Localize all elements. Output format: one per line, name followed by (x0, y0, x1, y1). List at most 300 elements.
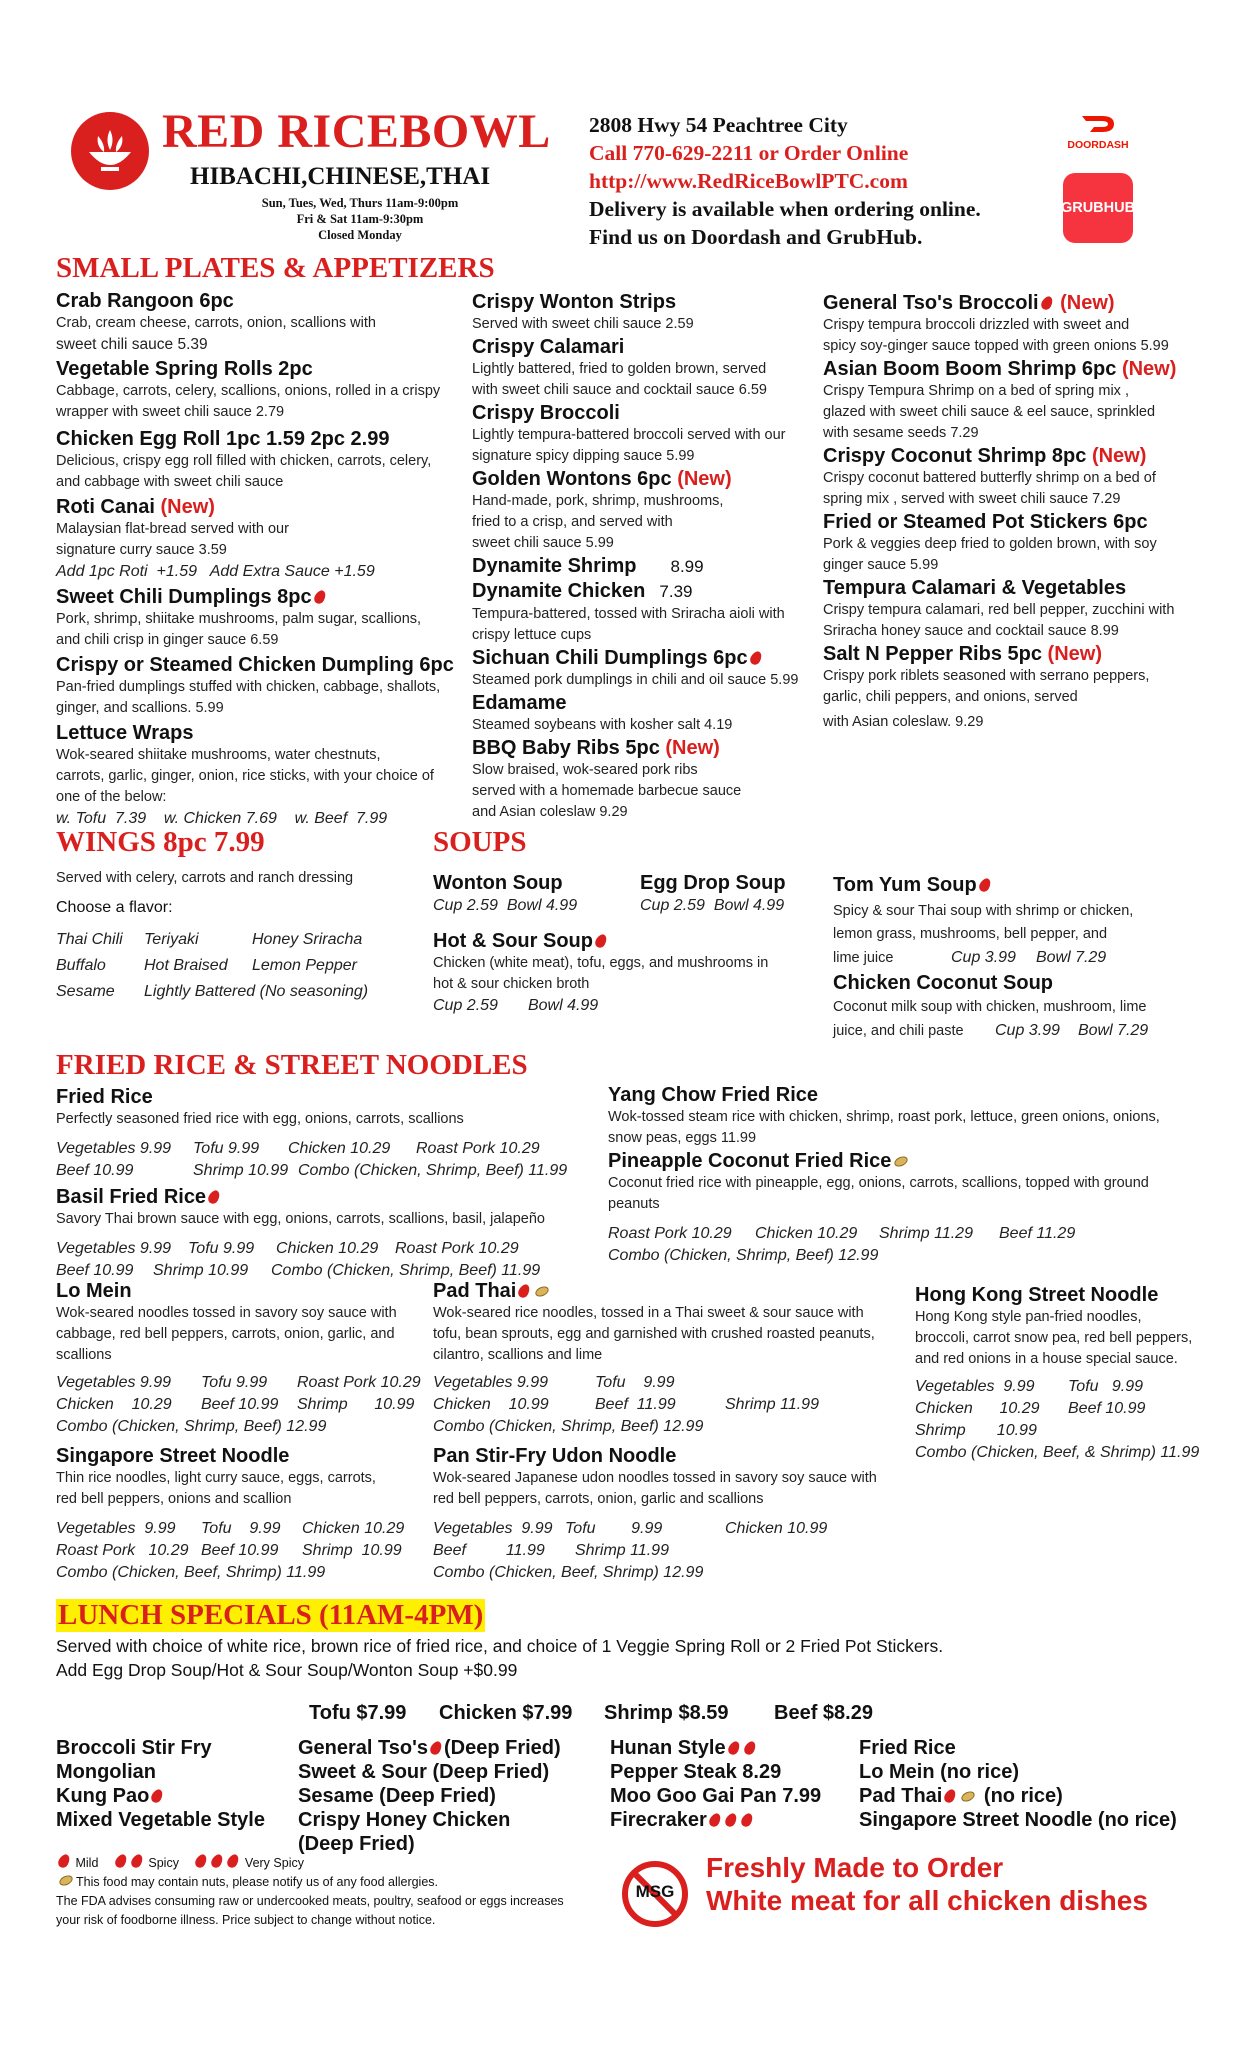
grubhub-label: GRUBHUB (1060, 200, 1136, 216)
item-chicken-dumpling: Crispy or Steamed Chicken Dumpling 6pc (56, 654, 454, 676)
item-name (56, 1185, 616, 1209)
doordash-icon (1080, 112, 1116, 134)
price-row (56, 1138, 616, 1160)
soup-name: Wonton Soup (433, 872, 563, 894)
price: Vegetables 9.99 (915, 1378, 1035, 1395)
price: Beef 10.99 (56, 1162, 134, 1179)
price: Chicken 10.29 (755, 1225, 858, 1242)
item-desc: wrapper with sweet chili sauce 2.79 (56, 404, 285, 420)
item-desc: tofu, bean sprouts, egg and garnished with crushed roasted peanuts, (433, 1326, 875, 1342)
item-desc: spicy soy-ginger sauce topped with green onions 5.99 (823, 338, 1169, 354)
item-desc: Sriracha honey sauce and cocktail sauce 8.99 (823, 623, 1119, 639)
legend (56, 1854, 564, 1930)
lunch-item: Sesame (Deep Fried) (298, 1785, 496, 1807)
soup-price (433, 995, 813, 1017)
price-row (433, 1540, 903, 1562)
flavor: Hot Braised (144, 957, 228, 974)
price: Shrimp 10.99 (297, 1396, 415, 1413)
price: Vegetables 9.99 (56, 1374, 172, 1391)
peanut-icon (960, 1789, 976, 1803)
section-wings: WINGS 8pc 7.99 (56, 826, 265, 858)
hours (240, 195, 480, 243)
item-name: Dynamite Shrimp (472, 555, 637, 577)
hours-line: Closed Monday (318, 228, 402, 242)
spice-legend (56, 1854, 564, 1873)
lunch-item: Mixed Vegetable Style (56, 1809, 265, 1831)
chili-icon (428, 1739, 443, 1756)
item-sichuan-dumplings (472, 646, 822, 670)
lunch-add: Add Egg Drop Soup/Hot & Sour Soup/Wonton Soup +$0.99 (56, 1660, 518, 1680)
item-desc: Slow braised, wok-seared pork ribs (472, 762, 698, 778)
item-pineapple-fried-rice (608, 1149, 1238, 1267)
chili-icon (1039, 294, 1054, 311)
section-lunch: LUNCH SPECIALS (11AM-4PM) (58, 1599, 484, 1631)
price-row (56, 1518, 446, 1540)
item-desc: glazed with sweet chili sauce & eel sauce, sprinkled (823, 404, 1156, 420)
price: Chicken 10.29 (56, 1396, 172, 1413)
soup-desc: Chicken (white meat), tofu, eggs, and mushrooms in (433, 955, 769, 971)
find-us: Find us on Doordash and GrubHub. (589, 225, 923, 249)
chili-icon (206, 1188, 221, 1205)
item-name-text: Basil Fried Rice (56, 1186, 207, 1208)
chili-icon (726, 1739, 741, 1756)
item-desc: Pork, shrimp, shiitake mushrooms, palm sugar, scallions, (56, 611, 422, 627)
restaurant-name: RED RICEBOWL (162, 105, 551, 158)
item-desc: Served with sweet chili sauce 2.59 (472, 316, 694, 332)
price: Beef 11.99 (433, 1542, 545, 1559)
price-row (915, 1398, 1235, 1420)
item-name: BBQ Baby Ribs 5pc (472, 737, 660, 759)
hours-line: Sun, Tues, Wed, Thurs 11am-9:00pm (261, 196, 459, 210)
new-badge: (New) (665, 737, 720, 759)
soup-desc: Spicy & sour Thai soup with shrimp or chicken, (833, 903, 1134, 919)
item-bbq-ribs (472, 736, 822, 760)
price: Shrimp 11.99 (575, 1542, 669, 1559)
item-desc: with Asian coleslaw. 9.29 (823, 714, 984, 730)
lunch-price: Tofu $7.99 (309, 1702, 407, 1724)
price: Shrimp 10.99 (193, 1162, 289, 1179)
contact-block (589, 111, 981, 251)
price: Beef 10.99 (201, 1542, 279, 1559)
lunch-item-text: (Deep Fried) (444, 1737, 561, 1759)
flavor: Lemon Pepper (252, 957, 357, 974)
apps-col-1 (56, 289, 476, 830)
item-desc: sweet chili sauce 5.39 (56, 336, 208, 353)
item-name: Yang Chow Fried Rice (608, 1084, 819, 1106)
price-row (56, 1160, 616, 1182)
price: Vegetables 9.99 (56, 1240, 172, 1257)
peanut-icon (893, 1154, 909, 1168)
fda-notice: your risk of foodborne illness. Price subject to change without notice. (56, 1913, 436, 1927)
soup-hot-sour (433, 929, 813, 1017)
item-desc: with sweet chili sauce and cocktail sauce 6.59 (472, 382, 767, 398)
item-yang-chow (608, 1083, 1238, 1149)
item-fried-rice (56, 1085, 616, 1182)
wings-block (56, 868, 436, 1003)
price: Tofu 9.99 (201, 1520, 281, 1537)
lunch-item (859, 1784, 1177, 1808)
item-price: 8.99 (670, 557, 704, 576)
price: Tofu 9.99 (193, 1140, 260, 1157)
price: Chicken 10.29 (276, 1240, 379, 1257)
section-small-plates: SMALL PLATES & APPETIZERS (56, 252, 495, 284)
item-desc: Crab, cream cheese, carrots, onion, scallions with (56, 315, 376, 331)
price: Combo (Chicken, Shrimp, Beef) 12.99 (56, 1418, 327, 1435)
item-name: Hong Kong Street Noodle (915, 1284, 1159, 1306)
doordash-logo[interactable] (1063, 112, 1133, 151)
price: Combo (Chicken, Beef, Shrimp) 12.99 (433, 1564, 704, 1581)
price: Chicken 10.29 (302, 1520, 405, 1537)
price-row (56, 1394, 446, 1416)
item-desc: red bell peppers, onions and scallion (56, 1491, 292, 1507)
lunch-price: Beef $8.29 (774, 1702, 873, 1724)
logo-bowl-icon (71, 112, 149, 190)
soup-name-text: Hot & Sour Soup (433, 930, 593, 952)
price: Combo (Chicken, Shrimp, Beef) 12.99 (608, 1247, 879, 1264)
price: Chicken 10.99 (433, 1396, 549, 1413)
item-crab-rangoon: Crab Rangoon 6pc (56, 290, 234, 312)
item-singapore-noodle (56, 1444, 446, 1584)
lunch-item-text: Kung Pao (56, 1785, 150, 1807)
grubhub-logo[interactable] (1060, 173, 1136, 243)
item-basil-fried-rice (56, 1185, 616, 1282)
price: Vegetables 9.99 (56, 1520, 176, 1537)
soup-name (433, 929, 813, 953)
price-row (915, 1376, 1235, 1398)
item-name: Roti Canai (56, 496, 155, 518)
item-desc: cilantro, scallions and lime (433, 1347, 603, 1363)
item-tempura-calamari: Tempura Calamari & Vegetables (823, 577, 1127, 599)
cup-price: Cup 2.59 (433, 897, 498, 914)
new-badge: (New) (1060, 292, 1115, 314)
lunch-item: Fried Rice (859, 1737, 956, 1759)
price: Tofu 9.99 (1068, 1378, 1144, 1395)
price-row (433, 1372, 903, 1394)
price-row (433, 1394, 903, 1416)
lunch-item: Singapore Street Noodle (no rice) (859, 1809, 1177, 1831)
item-pad-thai (433, 1279, 903, 1438)
item-chicken-egg-roll: Chicken Egg Roll 1pc 1.59 2pc 2.99 (56, 428, 390, 450)
chili-icon (517, 1282, 532, 1299)
cup-price: Cup 3.99 (951, 949, 1016, 966)
price: Vegetables 9.99 (433, 1520, 553, 1537)
cup-price: Cup 2.59 (433, 997, 498, 1014)
flavor: Sesame (56, 983, 115, 1000)
price: Roast Pork 10.29 (56, 1542, 189, 1559)
new-badge: (New) (677, 468, 732, 490)
item-name: Salt N Pepper Ribs 5pc (823, 643, 1042, 665)
chili-icon (113, 1852, 128, 1869)
doordash-label: DOORDASH (1067, 139, 1129, 151)
item-name: Golden Wontons 6pc (472, 468, 672, 490)
item-name-text: Pad Thai (433, 1280, 517, 1302)
soup-wonton (433, 871, 577, 917)
item-desc: Coconut fried rice with pineapple, egg, onions, carrots, scallions, topped with ground (608, 1175, 1149, 1191)
lunch-item-text: (no rice) (983, 1785, 1063, 1807)
price: Beef 10.99 (56, 1262, 134, 1279)
item-name: Fried Rice (56, 1086, 153, 1108)
price: Combo (Chicken, Shrimp, Beef) 12.99 (433, 1418, 704, 1435)
item-desc: Crispy tempura calamari, red bell pepper, zucchini with (823, 602, 1175, 618)
item-desc: Wok-tossed steam rice with chicken, shrimp, roast pork, lettuce, green onions, onions, (608, 1109, 1160, 1125)
item-name-text: Pineapple Coconut Fried Rice (608, 1150, 892, 1172)
item-hk-noodle (915, 1283, 1235, 1464)
item-desc: Wok-seared noodles tossed in savory soy sauce with (56, 1305, 397, 1321)
item-lettuce-wraps: Lettuce Wraps (56, 722, 194, 744)
phone[interactable]: Call 770-629-2211 or Order Online (589, 141, 909, 165)
soup-name: Egg Drop Soup (640, 872, 786, 894)
item-price: Add 1pc Roti +1.59 Add Extra Sauce +1.59 (56, 563, 375, 580)
lunch-item-text: Hunan Style (610, 1737, 726, 1759)
item-name: Sweet Chili Dumplings 8pc (56, 586, 312, 608)
lunch-item-text: Pad Thai (859, 1785, 943, 1807)
item-name: Crispy Coconut Shrimp 8pc (823, 445, 1087, 467)
price: Roast Pork 10.29 (395, 1240, 519, 1257)
soup-egg-drop (640, 871, 786, 917)
item-pot-stickers: Fried or Steamed Pot Stickers 6pc (823, 511, 1148, 533)
white-meat: White meat for all chicken dishes (706, 1885, 1148, 1916)
flavor: Lightly Battered (No seasoning) (144, 983, 369, 1000)
section-soups: SOUPS (433, 826, 527, 858)
new-badge: (New) (160, 496, 215, 518)
cup-price: Cup 3.99 (995, 1022, 1060, 1039)
msg-text: MSG (635, 1882, 675, 1901)
flavor: Thai Chili (56, 931, 123, 948)
cup-price: Cup 2.59 (640, 897, 705, 914)
price: Combo (Chicken, Beef, Shrimp) 11.99 (56, 1564, 326, 1581)
price: Beef 11.29 (999, 1225, 1076, 1242)
chili-icon (194, 1852, 209, 1869)
website-link[interactable]: http://www.RedRiceBowlPTC.com (589, 169, 908, 193)
item-desc: one of the below: (56, 789, 167, 805)
item-sweet-chili-dumplings (56, 585, 476, 609)
lunch-item (56, 1784, 265, 1808)
soup-price-row (833, 1020, 1213, 1042)
new-badge: (New) (1047, 643, 1102, 665)
legend-spicy: Spicy (148, 1856, 179, 1870)
chili-icon (226, 1852, 241, 1869)
item-desc: Crispy tempura broccoli drizzled with sweet and (823, 317, 1130, 333)
soup-desc: juice, and chili paste (833, 1023, 964, 1039)
item-desc: Wok-seared shiitake mushrooms, water chestnuts, (56, 747, 381, 763)
item-desc: fried to a crisp, and served with (472, 514, 673, 530)
new-badge: (New) (1091, 445, 1147, 467)
apps-col-2 (472, 290, 822, 823)
flavor: Honey Sriracha (252, 931, 363, 948)
price: Roast Pork 10.29 (297, 1374, 421, 1391)
item-desc: Wok-seared rice noodles, tossed in a Thai sweet & sour sauce with (433, 1305, 864, 1321)
price: Combo (Chicken, Beef, & Shrimp) 11.99 (915, 1444, 1200, 1461)
item-crispy-broccoli: Crispy Broccoli (472, 402, 620, 424)
price: Vegetables 9.99 (433, 1374, 549, 1391)
bowl-price: Bowl 4.99 (527, 997, 599, 1014)
lunch-item: Crispy Honey Chicken (298, 1809, 511, 1831)
bowl-price: Bowl 4.99 (506, 897, 578, 914)
price-row (56, 1238, 616, 1260)
soup-name-text: Tom Yum Soup (833, 874, 977, 896)
item-crispy-calamari: Crispy Calamari (472, 336, 625, 358)
new-badge: (New) (1121, 358, 1177, 380)
item-name: Lo Mein (56, 1280, 132, 1302)
peanut-icon (534, 1284, 550, 1298)
item-desc: Perfectly seasoned fried rice with egg, onions, carrots, scallions (56, 1111, 464, 1127)
soup-desc: lemon grass, mushrooms, bell pepper, and (833, 926, 1108, 942)
wings-choose: Choose a flavor: (56, 899, 173, 916)
chili-icon (150, 1787, 165, 1804)
item-desc: and Asian coleslaw 9.29 (472, 804, 628, 820)
legend-very-spicy: Very Spicy (244, 1856, 304, 1870)
delivery-note: Delivery is available when ordering online. (589, 197, 981, 221)
item-name: Sichuan Chili Dumplings 6pc (472, 647, 748, 669)
item-name: Dynamite Chicken (472, 580, 646, 602)
item-price: w. Tofu 7.39 w. Chicken 7.69 w. Beef 7.99 (56, 810, 388, 827)
lunch-item: Sweet & Sour (Deep Fried) (298, 1761, 550, 1783)
lunch-item-text: General Tso's (298, 1737, 428, 1759)
item-lo-mein (56, 1279, 446, 1438)
price: Roast Pork 10.29 (608, 1225, 732, 1242)
item-name: Asian Boom Boom Shrimp 6pc (823, 358, 1117, 380)
price-row (433, 1518, 903, 1540)
bowl-price: Bowl 7.29 (1077, 1022, 1149, 1039)
section-fried-rice: FRIED RICE & STREET NOODLES (56, 1049, 528, 1081)
price: Shrimp 10.99 (302, 1542, 402, 1559)
item-desc: Pork & veggies deep fried to golden brown, with soy (823, 536, 1157, 552)
item-desc: and red onions in a house special sauce. (915, 1351, 1178, 1367)
price: Beef 10.99 (1068, 1400, 1146, 1417)
item-desc: and cabbage with sweet chili sauce (56, 474, 284, 490)
price: Tofu 9.99 (188, 1240, 255, 1257)
chili-icon (56, 1852, 71, 1869)
lunch-col-4 (859, 1736, 1177, 1832)
price: Shrimp 10.99 (915, 1422, 1037, 1439)
freshly-made: Freshly Made to Order (706, 1852, 1004, 1883)
legend-mild: Mild (75, 1856, 99, 1870)
chili-icon (210, 1852, 225, 1869)
item-name: Singapore Street Noodle (56, 1445, 290, 1467)
item-name (433, 1279, 903, 1303)
flavor-row (56, 981, 436, 1003)
item-desc: peanuts (608, 1196, 660, 1212)
lunch-item: Mongolian (56, 1761, 156, 1783)
lunch-item: Pepper Steak 8.29 (610, 1761, 782, 1783)
price: Tofu 9.99 (565, 1520, 663, 1537)
item-desc: red bell peppers, carrots, onion, garlic and scallions (433, 1491, 764, 1507)
item-desc: carrots, garlic, ginger, onion, rice sticks, with your choice of (56, 768, 434, 784)
peanut-icon (58, 1873, 74, 1887)
item-salt-pepper-ribs (823, 642, 1223, 666)
hours-line: Fri & Sat 11am-9:30pm (296, 212, 424, 226)
item-desc: Delicious, crispy egg roll filled with chicken, carrots, celery, (56, 453, 432, 469)
lunch-price: Chicken $7.99 (439, 1702, 573, 1724)
item-gtso-broccoli (823, 291, 1223, 315)
item-desc: served with a homemade barbecue sauce (472, 783, 742, 799)
price: Combo (Chicken, Shrimp, Beef) 11.99 (271, 1262, 541, 1279)
wings-served: Served with celery, carrots and ranch dressing (56, 870, 354, 886)
item-desc: Steamed pork dumplings in chili and oil sauce 5.99 (472, 672, 799, 688)
lunch-item: Moo Goo Gai Pan 7.99 (610, 1785, 822, 1807)
lunch-prices (309, 1701, 873, 1725)
lunch-item: Lo Mein (no rice) (859, 1761, 1019, 1783)
nut-notice (56, 1873, 564, 1892)
chili-icon (943, 1787, 958, 1804)
lunch-served: Served with choice of white rice, brown rice of fried rice, and choice of 1 Veggie Spring Roll or 2 Fried Pot Stickers. (56, 1636, 944, 1656)
item-boom-boom-shrimp (823, 357, 1223, 381)
lunch-item: (Deep Fried) (298, 1833, 415, 1855)
price: Tofu 9.99 (201, 1374, 268, 1391)
chili-icon (739, 1811, 754, 1828)
item-roti-canai (56, 495, 476, 519)
soup-name (833, 873, 1213, 897)
price: Chicken 10.29 (288, 1140, 391, 1157)
chili-icon (593, 932, 608, 949)
item-desc: Hand-made, pork, shrimp, mushrooms, (472, 493, 724, 509)
item-desc: sweet chili sauce 5.99 (472, 535, 614, 551)
item-desc: signature spicy dipping sauce 5.99 (472, 448, 695, 464)
lunch-price: Shrimp $8.59 (604, 1702, 729, 1724)
item-desc: and chili crisp in ginger sauce 6.59 (56, 632, 279, 648)
soup-price-row (833, 947, 1213, 969)
lunch-col-3 (610, 1736, 821, 1832)
item-desc: broccoli, carrot snow pea, red bell peppers, (915, 1330, 1193, 1346)
fda-notice: The FDA advises consuming raw or undercooked meats, poultry, seafood or eggs increases (56, 1894, 564, 1908)
lunch-col-2 (298, 1736, 561, 1856)
soup-desc: Coconut milk soup with chicken, mushroom, lime (833, 999, 1147, 1015)
item-desc: crispy lettuce cups (472, 627, 592, 643)
item-udon-noodle (433, 1444, 903, 1584)
item-desc: snow peas, eggs 11.99 (608, 1130, 757, 1146)
flavor-row (56, 929, 436, 951)
lunch-item (610, 1736, 821, 1760)
item-desc: Tempura-battered, tossed with Sriracha aioli with (472, 606, 785, 622)
item-desc: Savory Thai brown sauce with egg, onions, carrots, scallions, basil, jalapeño (56, 1211, 545, 1227)
item-desc: with sesame seeds 7.29 (823, 425, 979, 441)
apps-col-3 (823, 291, 1223, 733)
item-golden-wontons (472, 467, 822, 491)
item-desc: ginger sauce 5.99 (823, 557, 939, 573)
lunch-item-text: Firecraker (610, 1809, 707, 1831)
item-desc: scallions (56, 1347, 112, 1363)
lunch-col-1 (56, 1736, 265, 1832)
price: Shrimp 11.29 (879, 1225, 973, 1242)
lunch-item (610, 1808, 821, 1832)
item-desc: Pan-fried dumplings stuffed with chicken, cabbage, shallots, (56, 679, 441, 695)
item-price: 7.39 (659, 582, 693, 601)
chili-icon (742, 1739, 757, 1756)
item-desc: Malaysian flat-bread served with our (56, 521, 289, 537)
price: Roast Pork 10.29 (416, 1140, 540, 1157)
item-desc: Hong Kong style pan-fried noodles, (915, 1309, 1142, 1325)
item-desc: Thin rice noodles, light curry sauce, eggs, carrots, (56, 1470, 376, 1486)
item-desc: Cabbage, carrots, celery, scallions, onions, rolled in a crispy (56, 383, 441, 399)
lunch-item: Broccoli Stir Fry (56, 1737, 212, 1759)
item-desc: Wok-seared Japanese udon noodles tossed in savory soy sauce with (433, 1470, 877, 1486)
item-veg-spring-rolls: Vegetable Spring Rolls 2pc (56, 358, 313, 380)
price: Combo (Chicken, Shrimp, Beef) 11.99 (298, 1162, 568, 1179)
item-name: Pan Stir-Fry Udon Noodle (433, 1445, 677, 1467)
price: Beef 11.99 (595, 1396, 676, 1413)
item-desc: cabbage, red bell peppers, carrots, onion, garlic, and (56, 1326, 395, 1342)
soup-price (640, 895, 786, 917)
price: Tofu 9.99 (595, 1374, 675, 1391)
price: Chicken 10.29 (915, 1400, 1040, 1417)
price: Shrimp 10.99 (153, 1262, 249, 1279)
price-row (56, 1372, 446, 1394)
flavor: Buffalo (56, 957, 106, 974)
chili-icon (977, 876, 992, 893)
item-wonton-strips: Crispy Wonton Strips (472, 291, 677, 313)
tagline: HIBACHI,CHINESE,THAI (190, 163, 491, 190)
address: 2808 Hwy 54 Peachtree City (589, 113, 848, 137)
